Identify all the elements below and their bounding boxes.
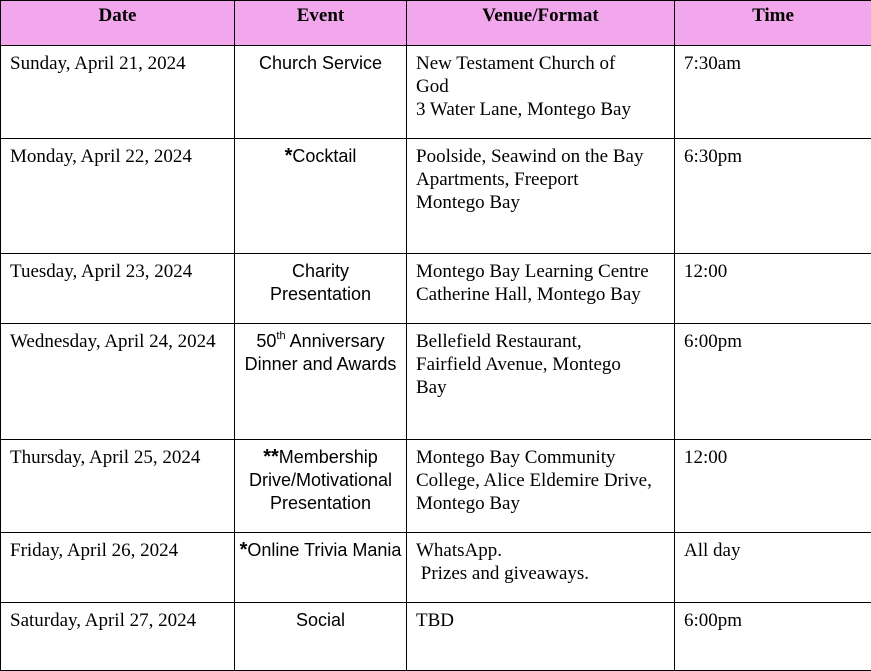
venue-line: Bellefield Restaurant, (416, 331, 582, 352)
event-cell (235, 324, 407, 440)
date-cell: Sunday, April 21, 2024 (1, 46, 235, 139)
venue-cell (407, 603, 675, 671)
asterisk-marker: * (239, 539, 248, 561)
column-header-event: Event (235, 1, 407, 46)
table-row (1, 254, 871, 324)
asterisk-marker: * (284, 145, 293, 167)
venue-line: Bay (416, 377, 447, 398)
venue-line: WhatsApp. (416, 540, 503, 561)
time-cell: 6:00pm (675, 603, 871, 671)
venue-line: Montego Bay (416, 192, 520, 213)
date-cell: Monday, April 22, 2024 (1, 139, 235, 254)
event-cell (235, 603, 407, 671)
venue-line: Montego Bay Community (416, 447, 616, 468)
table-row (1, 46, 871, 139)
time-cell: 12:00 (675, 254, 871, 324)
venue-line: New Testament Church of (416, 53, 616, 74)
venue-line: Montego Bay Learning Centre (416, 261, 649, 282)
venue-cell (407, 46, 675, 139)
ordinal-suffix: th (276, 330, 286, 342)
date-cell: Tuesday, April 23, 2024 (1, 254, 235, 324)
venue-line: Catherine Hall, Montego Bay (416, 284, 641, 305)
venue-cell (407, 533, 675, 603)
event-name: Charity Presentation (269, 261, 372, 304)
date-cell: Thursday, April 25, 2024 (1, 440, 235, 533)
venue-cell (407, 440, 675, 533)
date-cell: Friday, April 26, 2024 (1, 533, 235, 603)
venue-line: Apartments, Freeport (416, 169, 579, 190)
venue-line: Prizes and giveaways. (416, 563, 590, 584)
venue-line: Montego Bay (416, 493, 520, 514)
venue-cell (407, 254, 675, 324)
table-row (1, 440, 871, 533)
event-name: Cocktail (292, 146, 357, 166)
table-row (1, 139, 871, 254)
event-name: Online Trivia Mania (247, 540, 402, 560)
venue-line: God (416, 76, 449, 97)
event-cell (235, 46, 407, 139)
double-asterisk-marker: ** (263, 446, 279, 468)
event-cell (235, 533, 407, 603)
venue-cell (407, 324, 675, 440)
column-header-date: Date (1, 1, 235, 46)
table-row (1, 324, 871, 440)
event-cell (235, 254, 407, 324)
date-cell: Saturday, April 27, 2024 (1, 603, 235, 671)
event-name: Church Service (258, 53, 383, 73)
column-header-time: Time (675, 1, 871, 46)
event-name: Social (295, 610, 346, 630)
event-cell (235, 440, 407, 533)
venue-line: 3 Water Lane, Montego Bay (416, 99, 631, 120)
event-cell (235, 139, 407, 254)
venue-line: Fairfield Avenue, Montego (416, 354, 621, 375)
event-name: Anniversary Dinner and Awards (244, 331, 397, 374)
event-number: 50 (256, 331, 277, 351)
venue-line: College, Alice Eldemire Drive, (416, 470, 652, 491)
time-cell: 6:30pm (675, 139, 871, 254)
table-row (1, 603, 871, 671)
table-header-row (1, 1, 871, 46)
time-cell: All day (675, 533, 871, 603)
time-cell: 12:00 (675, 440, 871, 533)
date-cell: Wednesday, April 24, 2024 (1, 324, 235, 440)
event-name: Membership Drive/Motivational Presentation (248, 447, 393, 513)
column-header-venue: Venue/Format (407, 1, 675, 46)
time-cell: 6:00pm (675, 324, 871, 440)
table-row (1, 533, 871, 603)
venue-cell (407, 139, 675, 254)
venue-line: Poolside, Seawind on the Bay (416, 146, 644, 167)
venue-line: TBD (416, 610, 454, 631)
time-cell: 7:30am (675, 46, 871, 139)
